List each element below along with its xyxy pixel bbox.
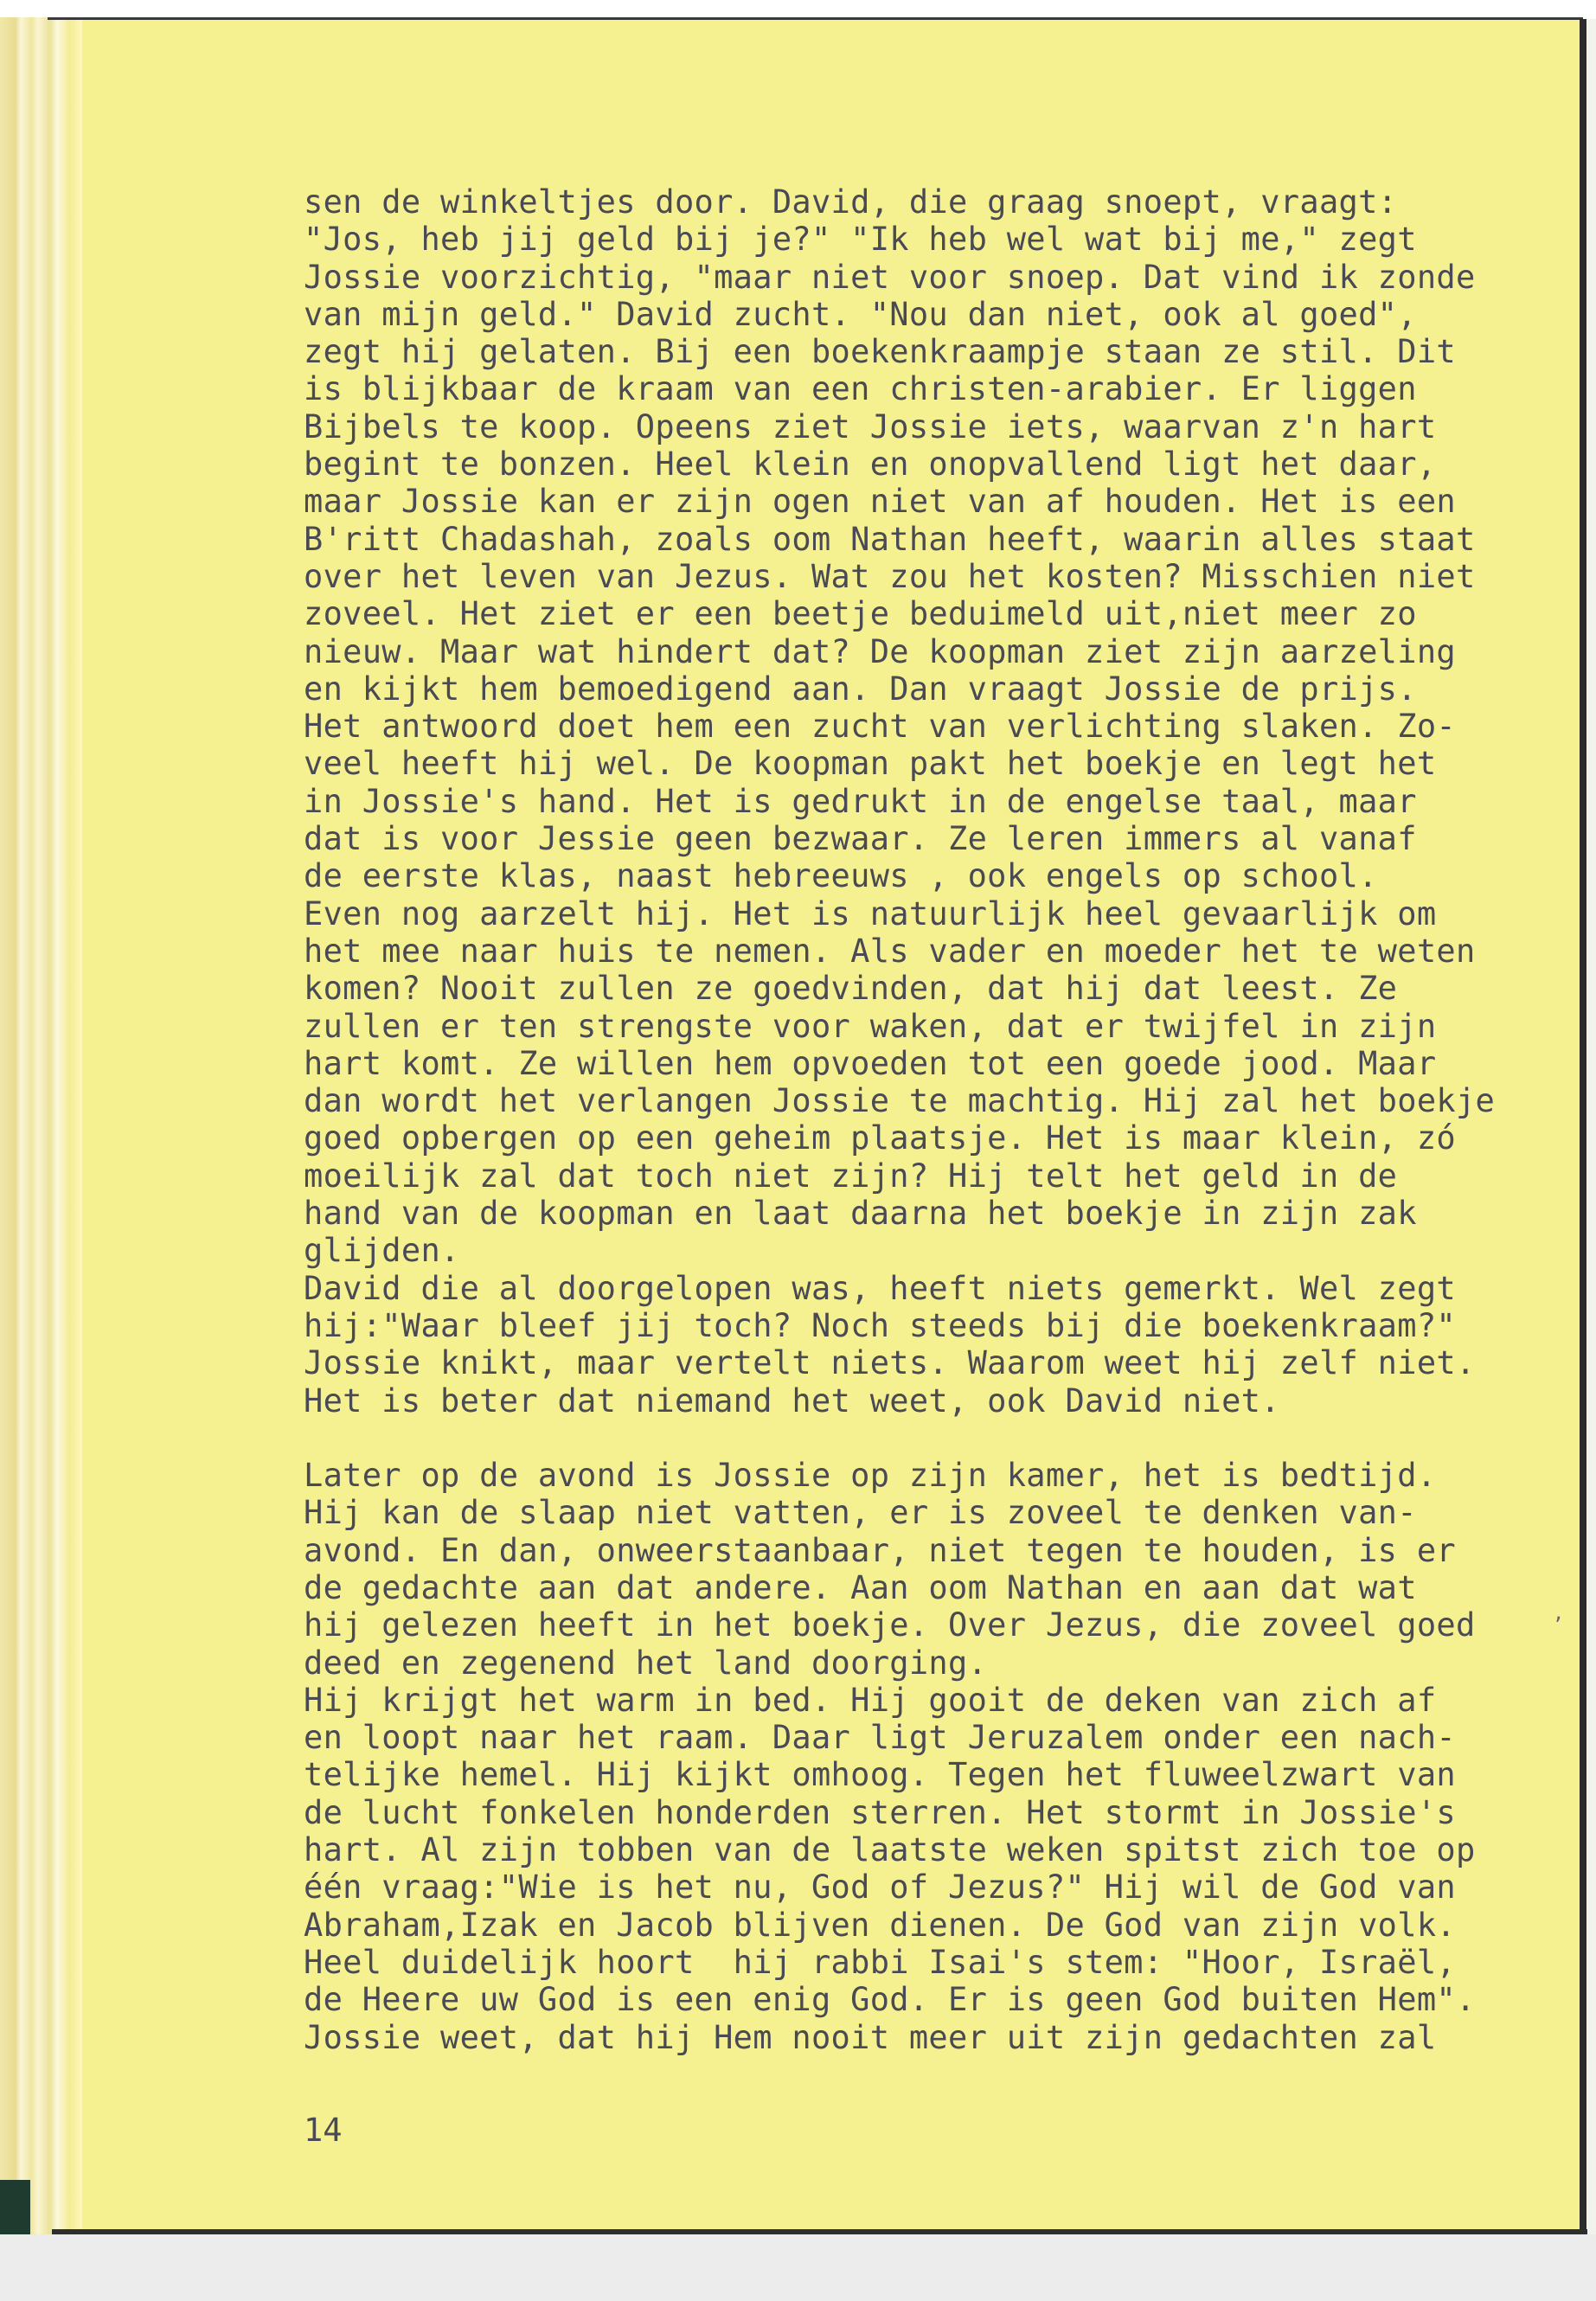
page-top-edge — [48, 17, 1583, 20]
text-line — [304, 1420, 1532, 1457]
text-line: de eerste klas, naast hebreeuws , ook engels op school. — [304, 857, 1378, 895]
text-line: zullen er ten strengste voor waken, dat er twijfel in zijn — [304, 1007, 1437, 1045]
text-line: één vraag:"Wie is het nu, God of Jezus?" Hij wil de God van — [304, 1868, 1456, 1907]
text-line: het mee naar huis te nemen. Als vader en moeder het te weten — [304, 932, 1476, 970]
text-line: Even nog aarzelt hij. Het is natuurlijk heel gevaarlijk om — [304, 894, 1437, 933]
text-line: van mijn geld." David zucht. "Nou dan niet, ook al goed", — [304, 295, 1417, 333]
text-line: is blijkbaar de kraam van een christen-arabier. Er liggen — [304, 370, 1417, 408]
text-line: "Jos, heb jij geld bij je?" "Ik heb wel wat bij me," zegt — [304, 221, 1417, 259]
text-line: glijden. — [304, 1232, 460, 1270]
text-line: Later op de avond is Jossie op zijn kamer, het is bedtijd. — [304, 1457, 1437, 1495]
text-line: hart. Al zijn tobben van de laatste weken spitst zich toe op — [304, 1831, 1476, 1869]
text-line: begint te bonzen. Heel klein en onopvallend ligt het daar, — [304, 445, 1437, 484]
text-line: maar Jossie kan er zijn ogen niet van af houden. Het is een — [304, 483, 1456, 521]
text-line: Hij krijgt het warm in bed. Hij gooit de deken van zich af — [304, 1681, 1437, 1719]
margin-mark: , — [1553, 1603, 1565, 1625]
text-line: Hij kan de slaap niet vatten, er is zoveel te denken van- — [304, 1494, 1417, 1532]
text-line: hand van de koopman en laat daarna het boekje in zijn zak — [304, 1195, 1417, 1233]
text-line: dan wordt het verlangen Jossie te machtig. Hij zal het boekje — [304, 1082, 1496, 1120]
text-line: de lucht fonkelen honderden sterren. Het stormt in Jossie's — [304, 1793, 1456, 1831]
scan-border — [0, 0, 1596, 19]
text-line: nieuw. Maar wat hindert dat? De koopman ziet zijn aarzeling — [304, 632, 1456, 670]
text-line: zoveel. Het ziet er een beetje beduimeld uit,niet meer zo — [304, 595, 1417, 633]
body-text — [304, 183, 1532, 2056]
text-line: Bijbels te koop. Opeens ziet Jossie iets, waarvan z'n hart — [304, 407, 1437, 445]
text-line: dat is voor Jessie geen bezwaar. Ze leren immers al vanaf — [304, 820, 1417, 858]
text-line: veel heeft hij wel. De koopman pakt het boekje en legt het — [304, 745, 1437, 783]
text-line: in Jossie's hand. Het is gedrukt in de engelse taal, maar — [304, 782, 1417, 820]
text-line: komen? Nooit zullen ze goedvinden, dat hij dat leest. Ze — [304, 970, 1398, 1008]
page-number: 14 — [304, 2112, 343, 2149]
text-line: zegt hij gelaten. Bij een boekenkraampje staan ze stil. Dit — [304, 333, 1456, 371]
text-line: telijke hemel. Hij kijkt omhoog. Tegen het fluweelzwart van — [304, 1756, 1456, 1794]
text-line: Het antwoord doet hem een zucht van verlichting slaken. Zo- — [304, 708, 1456, 746]
text-line: hij:"Waar bleef jij toch? Noch steeds bij die boekenkraam?" — [304, 1306, 1456, 1344]
text-line: Jossie knikt, maar vertelt niets. Waarom weet hij zelf niet. — [304, 1344, 1476, 1382]
text-line: Heel duidelijk hoort hij rabbi Isai's stem: "Hoor, Israël, — [304, 1943, 1456, 1981]
text-line: sen de winkeltjes door. David, die graag snoept, vraagt: — [304, 183, 1398, 221]
text-line: en kijkt hem bemoedigend aan. Dan vraagt Jossie de prijs. — [304, 670, 1417, 708]
text-line: avond. En dan, onweerstaanbaar, niet tegen te houden, is er — [304, 1531, 1456, 1569]
text-line: hart komt. Ze willen hem opvoeden tot een goede jood. Maar — [304, 1044, 1437, 1082]
text-line: en loopt naar het raam. Daar ligt Jeruzalem onder een nach- — [304, 1719, 1456, 1757]
text-line: Abraham,Izak en Jacob blijven dienen. De God van zijn volk. — [304, 1906, 1456, 1944]
text-line: de gedachte aan dat andere. Aan oom Nathan en aan dat wat — [304, 1568, 1417, 1606]
text-line: goed opbergen op een geheim plaatsje. Het is maar klein, zó — [304, 1119, 1456, 1157]
text-line: over het leven van Jezus. Wat zou het kosten? Misschien niet — [304, 557, 1476, 595]
text-line: B'ritt Chadashah, zoals oom Nathan heeft, waarin alles staat — [304, 520, 1476, 558]
text-line: David die al doorgelopen was, heeft niets gemerkt. Wel zegt — [304, 1269, 1456, 1307]
text-line: Jossie weet, dat hij Hem nooit meer uit zijn gedachten zal — [304, 2018, 1437, 2056]
book-page-edges — [0, 17, 82, 2249]
text-line: de Heere uw God is een enig God. Er is geen God buiten Hem". — [304, 1981, 1476, 2019]
text-line: deed en zegenend het land doorging. — [304, 1644, 988, 1682]
text-line: moeilijk zal dat toch niet zijn? Hij telt het geld in de — [304, 1157, 1398, 1195]
text-line: hij gelezen heeft in het boekje. Over Jezus, die zoveel goed — [304, 1606, 1476, 1644]
scan-bottom-margin — [0, 2234, 1596, 2301]
text-line: Het is beter dat niemand het weet, ook David niet. — [304, 1381, 1280, 1420]
page-right-edge — [1580, 19, 1586, 2234]
text-line: Jossie voorzichtig, "maar niet voor snoep. Dat vind ik zonde — [304, 258, 1476, 296]
